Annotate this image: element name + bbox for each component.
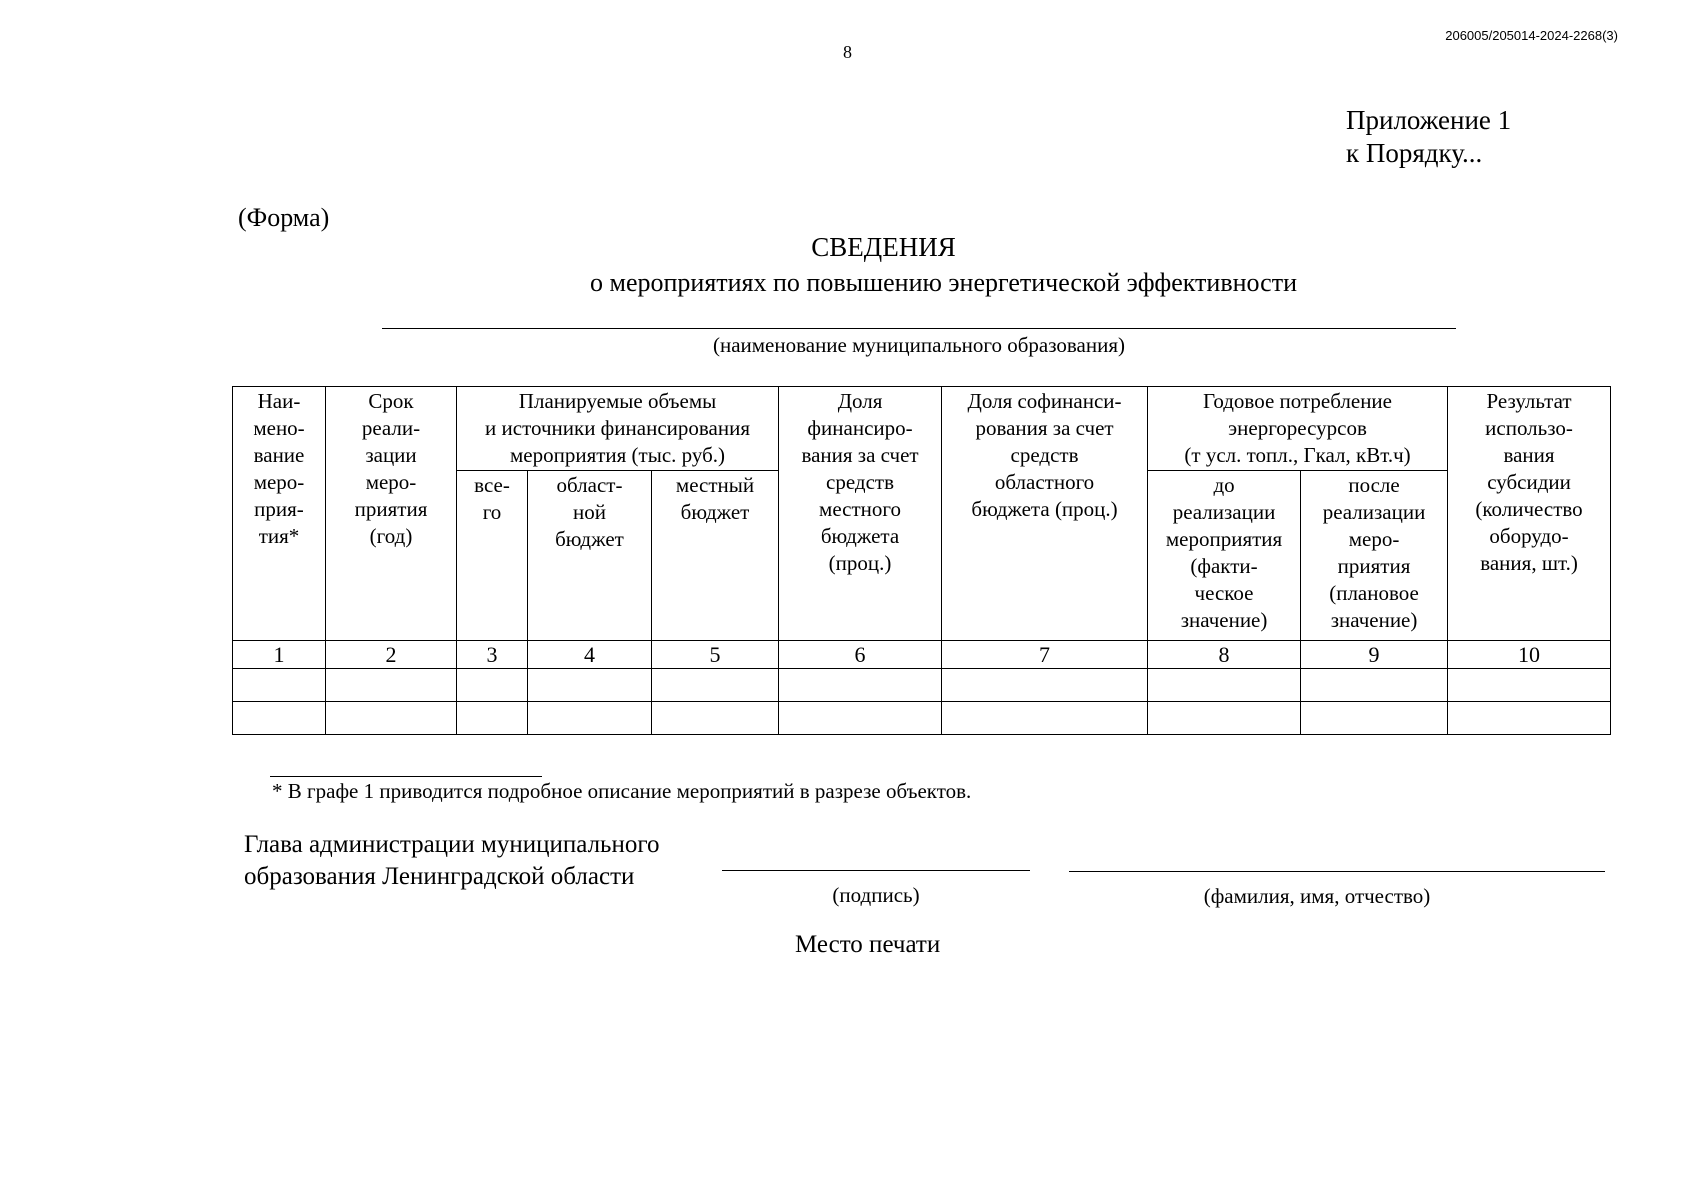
column-number: 3 <box>457 641 528 669</box>
document-subtitle: о мероприятиях по повышению энергетической эффективности <box>590 268 1297 297</box>
empty-cell <box>1148 702 1301 735</box>
measures-table <box>232 386 1611 735</box>
municipality-name-caption: (наименование муниципального образования) <box>712 333 1126 357</box>
empty-cell <box>528 669 652 702</box>
empty-cell <box>326 669 457 702</box>
empty-cell <box>1448 669 1611 702</box>
empty-cell <box>779 669 942 702</box>
header-col-5-local-budget: местный бюджет <box>652 471 779 641</box>
signature-caption: (подпись) <box>832 883 920 907</box>
document-title: СВЕДЕНИЯ <box>811 232 956 262</box>
empty-cell <box>779 702 942 735</box>
column-number: 7 <box>942 641 1148 669</box>
header-col-3-total: все- го <box>457 471 528 641</box>
seal-place: Место печати <box>795 931 941 958</box>
empty-cell <box>528 702 652 735</box>
table-row <box>233 669 1611 702</box>
column-number: 8 <box>1148 641 1301 669</box>
table-row <box>233 702 1611 735</box>
column-number: 1 <box>233 641 326 669</box>
municipality-name-line <box>382 328 1456 329</box>
column-number: 6 <box>779 641 942 669</box>
empty-cell <box>457 669 528 702</box>
empty-cell <box>233 669 326 702</box>
column-number: 9 <box>1301 641 1448 669</box>
empty-cell <box>1148 669 1301 702</box>
appendix-reference <box>1346 104 1511 170</box>
header-col-6-local-share: Доля финансиро- вания за счет средств местного бюджета (проц.) <box>779 387 942 641</box>
signature-line <box>722 870 1030 871</box>
empty-cell <box>942 669 1148 702</box>
header-col-1-name: Наи- мено- вание меро- прия- тия* <box>233 387 326 641</box>
header-col-7-regional-share: Доля софинанси- рования за счет средств областного бюджета (проц.) <box>942 387 1148 641</box>
document-id: 206005/205014-2024-2268(3) <box>1445 28 1618 43</box>
signer-line-1: Глава администрации муниципального <box>244 831 660 858</box>
header-col-9-after: после реализации меро- приятия (плановое значение) <box>1301 471 1448 641</box>
full-name-caption: (фамилия, имя, отчество) <box>1203 884 1431 908</box>
column-number: 10 <box>1448 641 1611 669</box>
full-name-line <box>1069 871 1605 872</box>
header-col-10-result: Результат использо- вания субсидии (количество оборудо- вания, шт.) <box>1448 387 1611 641</box>
column-number: 5 <box>652 641 779 669</box>
signer-line-2: образования Ленинградской области <box>244 863 635 890</box>
column-number: 2 <box>326 641 457 669</box>
appendix-line-1: Приложение 1 <box>1346 105 1512 135</box>
empty-cell <box>1448 702 1611 735</box>
empty-cell <box>652 702 779 735</box>
footnote: * В графе 1 приводится подробное описание мероприятий в разрезе объектов. <box>272 779 972 803</box>
page-number: 8 <box>843 42 852 62</box>
signer-title <box>244 829 659 893</box>
appendix-line-2: к Порядку... <box>1346 138 1483 168</box>
column-number: 4 <box>528 641 652 669</box>
header-col-2-term: Срок реали- зации меро- приятия (год) <box>326 387 457 641</box>
empty-cell <box>233 702 326 735</box>
header-group-consumption: Годовое потребление энергоресурсов (т усл. топл., Гкал, кВт.ч) <box>1148 387 1448 471</box>
header-group-financing: Планируемые объемы и источники финансирования мероприятия (тыс. руб.) <box>457 387 779 471</box>
empty-cell <box>457 702 528 735</box>
empty-cell <box>326 702 457 735</box>
empty-cell <box>1301 702 1448 735</box>
header-col-8-before: до реализации мероприятия (факти- ческое значение) <box>1148 471 1301 641</box>
form-label: (Форма) <box>238 203 330 232</box>
footnote-separator <box>270 776 542 777</box>
header-col-4-regional-budget: област- ной бюджет <box>528 471 652 641</box>
column-numbers-row <box>233 641 1611 669</box>
empty-cell <box>652 669 779 702</box>
empty-cell <box>1301 669 1448 702</box>
empty-cell <box>942 702 1148 735</box>
